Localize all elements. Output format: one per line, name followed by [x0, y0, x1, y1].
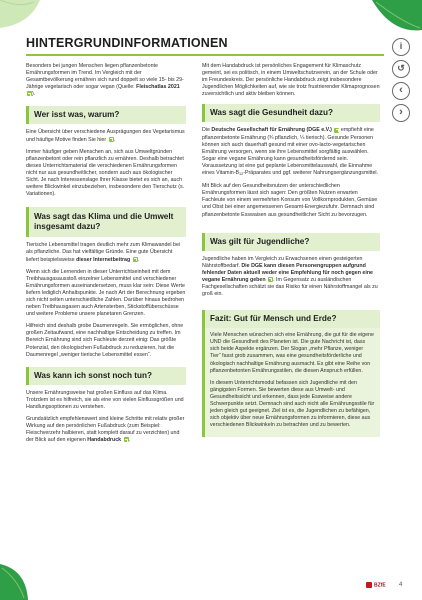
external-link-icon[interactable] [334, 128, 339, 133]
leaf-decoration-top-right-icon [362, 0, 422, 36]
external-link-icon[interactable] [133, 257, 138, 262]
leaf-decoration-bottom-left-icon [0, 560, 30, 600]
section2-paragraph2: Wenn sich die Lernenden in dieser Unterrichtseinheit mit dem Treibhausgasausstoß einzelner Lebensmittel und verschiedener Ernährungsformen auseinandersetzen, muss klar sein: Diese Werte liefern lediglich Anhaltspunkte. Je nach Art der Berechnung ergeben sich nicht selten unterschiedliche Zahlen. Darüber hinaus bedrohen neben Treibhausgasen auch Artensterben, Stickstoffüberschüsse und weitere Probleme unsere planetaren Grenzen. [26, 268, 186, 318]
info-icon[interactable]: i [392, 38, 410, 56]
bzfe-logo-mark-icon [366, 582, 372, 588]
fleischatlas-link[interactable]: Fleischatlas 2021 [136, 84, 180, 91]
section1-paragraph1: Eine Übersicht über verschiedene Ausprägungen des Vegetarismus und häufige Motive finden Sie hier . [26, 129, 185, 143]
fazit-box [202, 310, 380, 437]
variationen-link[interactable]: (s. Variationen). [26, 184, 185, 198]
back-icon[interactable]: ↺ [392, 60, 410, 78]
section-heading-jugendliche: Was gilt für Jugendliche? [202, 233, 380, 251]
fazit-paragraph1: Viele Menschen wünschen sich eine Ernährung, die gut für die eigene UND die Gesundheit des Planeten ist. Die gute Nachricht ist, dass sich beide Aspekte ergänzen. Der Slogan „mehr Pflanze, weniger Tier“ fasst grob zusammen, was eine gesundheitsförderliche und ökologisch nachhaltige Ernährung ausmacht. Es gibt eine Reihe von pflanzenbetonten Ernährungsstilen, die diesen Anspruch erfüllen. [210, 332, 374, 374]
section-heading-gesundheit: Was sagt die Gesundheit dazu? [202, 104, 380, 122]
bzfe-logo: BZfE [366, 582, 386, 588]
section-heading-wer-isst-was: Wer isst was, warum? [26, 106, 186, 124]
section-heading-was-kann-ich-tun: Was kann ich sonst noch tun? [26, 367, 186, 385]
handabdruck-link[interactable]: Handabdruck [87, 437, 122, 444]
jugendliche-paragraph: Jugendliche haben im Vergleich zu Erwachsenen einen gesteigerten Nährstoffbedarf. Die DGE kann diesen Personengruppen aufgrund fehlender Daten aktuell weder eine Empfehlung für noch gegen eine vegane Ernährung geben . Im Gegensatz zu ausländischen Fachgesellschaften schätzt sie das Risiko für einen Nährstoffmangel als zu groß ein. [202, 255, 378, 298]
fazit-paragraph2: In diesem Unterrichtsmodul befassen sich Jugendliche mit den gängigsten Formen. Sie bewerten diese aus Umwelt- und Gesundheitssicht und erkennen, dass jede Essweise andere Schwerpunkte setzt. Demnach sind auch nicht alle Ernährungsstile für jeden gleich gut geeignet. Ziel ist es, die Jugendlichen zu befähigen, sich objektiv über neue Ernährungsformen zu informieren, diese aus verschiedenen Blickwinkeln zu betrachten und zu bewerten. [210, 379, 375, 429]
dge-statement-link[interactable]: Die DGE kann diesen Personengruppen aufgrund fehlender Daten aktuell weder eine Empfehlung für noch gegen eine vegane Ernährung geben [202, 262, 374, 283]
internetbeitrag-link[interactable]: dieser Internetbeitrag [76, 256, 131, 263]
left-column [26, 63, 186, 449]
external-link-icon[interactable] [109, 137, 114, 142]
section-heading-klima-umwelt: Was sagt das Klima und die Umwelt insgesamt dazu? [26, 207, 186, 237]
external-link-icon[interactable] [268, 277, 273, 282]
gesundheit-paragraph2: Mit Blick auf den Gesundheitsnutzen der unterschiedlichen Ernährungsformen lässt sich sagen: Den größten Nutzen erwarten Fachleute von einem vermehrten Konsum von Vollkornprodukten, Gemüse und Obst bei einer angemessenen Gesamt-Energiezufuhr. Demnach sind pflanzenbetonte Esswaisen aus gesundheitlicher Sicht zu bevorzugen. [202, 183, 378, 218]
intro-paragraph: Besonders bei jungen Menschen liegen pflanzenbetonte Ernährungsformen im Trend. Im Vergleich mit der Gesamtbevölkerung ernähren sich rund doppelt so viele 15- bis 29-Jährige vegetarisch oder sogar vegan (Quelle: Fleischatlas 2021 ). [26, 63, 184, 98]
page-number: 4 [399, 582, 403, 588]
section2-paragraph3: Hilfreich sind deshalb grobe Daumenregeln. Sie ermöglichen, ohne großen Zeitaufwand, eine nachhaltige Entscheidung zu treffen. Im Bereich Ernährung sind sich Fachleute derzeit einig: Das größte Potenzial, den ökologischen Fußabdruck zu reduzieren, hat die Daumenregel „weniger tierische Lebensmittel essen“. [26, 323, 184, 358]
fazit-content [205, 328, 380, 437]
external-link-icon[interactable] [27, 91, 32, 96]
handabdruck-paragraph: Mit dem Handabdruck ist persönliches Engagement für Klimaschutz gemeint, sei es politisch, in einem Umweltschutzverein, an der Schule oder im Freundeskreis. Der persönliche Handabdruck zeigt insbesondere Jugendlichen Möglichkeiten auf, wie sie trotz frustrierender Klimaprognosen zuversichtlich und aktiv bleiben können. [202, 63, 380, 98]
external-link-icon[interactable] [124, 437, 129, 442]
section3-paragraph2: Grundsätzlich empfehlenswert sind kleine Schritte mit relativ großer Wirkung auf den persönlichen Fußabdruck (zum Beispiel: Fleischverzehr halbieren, statt komplett darauf zu verzichten) und der Blick auf den eigenen Handabdruck . [26, 416, 185, 444]
dge-link[interactable]: Deutsche Gesellschaft für Ernährung (DGE e.V.) [211, 127, 332, 134]
previous-page-icon[interactable]: ‹ [392, 82, 410, 100]
page-title: HINTERGRUNDINFORMATIONEN [26, 36, 228, 50]
title-underline [26, 54, 384, 56]
leaf-decoration-top-left-icon [0, 0, 40, 30]
next-page-icon[interactable]: › [392, 104, 410, 122]
gesundheit-paragraph1: Die Deutsche Gesellschaft für Ernährung (DGE e.V.) empfiehlt eine pflanzenbetonte Ernährung (¾ pflanzlich, ¼ tierisch). Gesunde Personen können sich auch dauerhaft gesund mit einer ovo-lacto-vegetarischen Ernährung versorgen, wenn sie ihre Lebensmittel sorgfältig auswählen. Sogar eine vegane Ernährung kann gesundheitsfördernd sein. Voraussetzung ist eine gut geplante Lebensmittelauswahl, die Einnahme eines Vitamin-$B_{12}$-Präparates und ggf. weiterer Nahrungsergänzungsmittel. [202, 127, 379, 177]
right-column [202, 63, 380, 437]
section2-paragraph1: Tierische Lebensmittel tragen deutlich mehr zum Klimawandel bei als pflanzliche. Das hat vielfältige Gründe. Eine gute Übersicht liefert beispielsweise dieser Internetbeitrag . [26, 242, 181, 263]
section-heading-fazit: Fazit: Gut für Mensch und Erde? [205, 310, 380, 328]
section1-paragraph2: Immer häufiger geben Menschen an, sich aus Umweltgründen pflanzenbetont oder rein pflanzlich zu ernähren. Deshalb betrachtet dieses Unterrichtsmaterial die verschiedenen Ernährungsformen nicht nur aus gesundheitlicher, sondern auch aus ökologischer Sicht. Je nach Interessenslage Ihrer Klasse bietet es sich an, auch weitere Blickwinkel einzubeziehen, insbesondere den Tierschutz (s. Variationen). [26, 148, 185, 198]
section3-paragraph1: Unsere Ernährungsweise hat großen Einfluss auf das Klima. Trotzdem ist es hilfreich, sie als eine von vielen Einflussgrößen und Handlungsoptionen zu verstehen. [26, 389, 184, 410]
